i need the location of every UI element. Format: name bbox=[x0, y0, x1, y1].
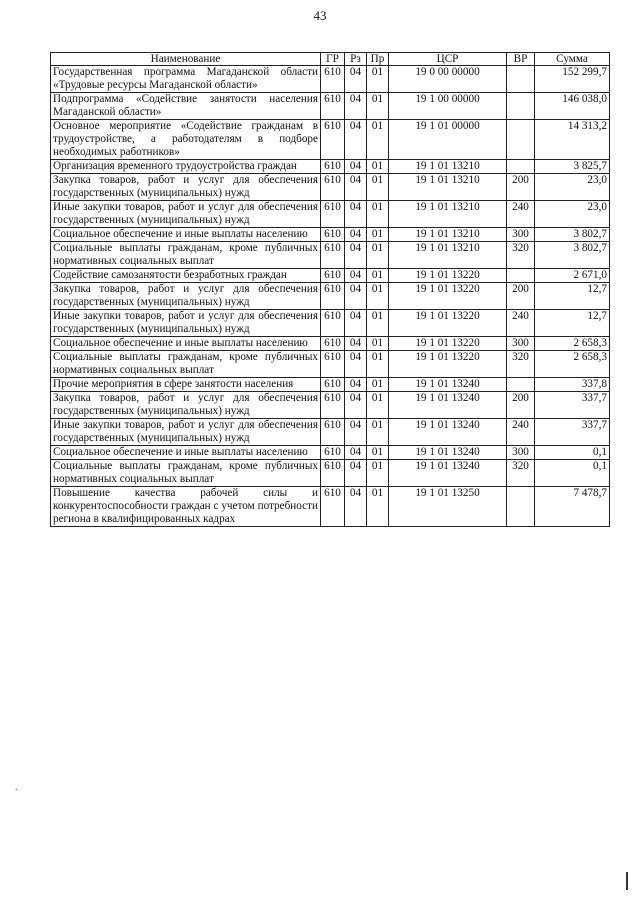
cell-csr: 19 1 01 13240 bbox=[389, 392, 507, 419]
table-row bbox=[51, 460, 610, 487]
cell-sum: 7 478,7 bbox=[535, 487, 610, 527]
header-name: Наименование bbox=[51, 53, 321, 66]
cell-vr bbox=[507, 120, 535, 160]
cell-vr bbox=[507, 66, 535, 93]
cell-csr: 19 1 01 13210 bbox=[389, 242, 507, 269]
cell-gr: 610 bbox=[321, 160, 345, 174]
cell-name: Социальные выплаты гражданам, кроме публичных нормативных социальных выплат bbox=[51, 351, 321, 378]
cell-csr: 19 1 01 13220 bbox=[389, 351, 507, 378]
cell-gr: 610 bbox=[321, 460, 345, 487]
cell-pr: 01 bbox=[367, 283, 389, 310]
cell-rz: 04 bbox=[345, 269, 367, 283]
table-row bbox=[51, 66, 610, 93]
cell-csr: 19 1 01 13220 bbox=[389, 310, 507, 337]
cell-gr: 610 bbox=[321, 419, 345, 446]
cell-vr: 300 bbox=[507, 446, 535, 460]
cell-pr: 01 bbox=[367, 460, 389, 487]
cell-name: Повышение качества рабочей силы и конкурентоспособности граждан с учетом потребности региона в квалифицированных кадрах bbox=[51, 487, 321, 527]
cell-name: Содействие самозанятости безработных граждан bbox=[51, 269, 321, 283]
cell-sum: 3 802,7 bbox=[535, 228, 610, 242]
cell-vr bbox=[507, 93, 535, 120]
cell-name: Социальные выплаты гражданам, кроме публичных нормативных социальных выплат bbox=[51, 242, 321, 269]
cell-name: Подпрограмма «Содействие занятости населения Магаданской области» bbox=[51, 93, 321, 120]
cell-rz: 04 bbox=[345, 201, 367, 228]
cell-gr: 610 bbox=[321, 242, 345, 269]
table-row bbox=[51, 446, 610, 460]
cell-csr: 19 1 01 13250 bbox=[389, 487, 507, 527]
cell-gr: 610 bbox=[321, 201, 345, 228]
cell-csr: 19 1 01 13240 bbox=[389, 460, 507, 487]
margin-mark: . bbox=[15, 782, 18, 793]
cell-csr: 19 1 01 13210 bbox=[389, 228, 507, 242]
cell-rz: 04 bbox=[345, 160, 367, 174]
cell-csr: 19 1 01 13210 bbox=[389, 160, 507, 174]
cell-rz: 04 bbox=[345, 419, 367, 446]
cell-sum: 337,7 bbox=[535, 419, 610, 446]
cell-pr: 01 bbox=[367, 228, 389, 242]
cell-rz: 04 bbox=[345, 174, 367, 201]
table-row bbox=[51, 120, 610, 160]
cell-vr: 300 bbox=[507, 337, 535, 351]
cell-vr bbox=[507, 269, 535, 283]
cell-csr: 19 1 00 00000 bbox=[389, 93, 507, 120]
cell-sum: 23,0 bbox=[535, 201, 610, 228]
cell-name: Социальное обеспечение и иные выплаты населению bbox=[51, 446, 321, 460]
cell-sum: 12,7 bbox=[535, 283, 610, 310]
cell-rz: 04 bbox=[345, 228, 367, 242]
cell-gr: 610 bbox=[321, 392, 345, 419]
table-row bbox=[51, 93, 610, 120]
cell-name: Закупка товаров, работ и услуг для обеспечения государственных (муниципальных) нужд bbox=[51, 283, 321, 310]
cell-pr: 01 bbox=[367, 120, 389, 160]
table-row bbox=[51, 337, 610, 351]
cell-rz: 04 bbox=[345, 446, 367, 460]
cell-rz: 04 bbox=[345, 378, 367, 392]
page-number: 43 bbox=[313, 8, 327, 23]
cell-rz: 04 bbox=[345, 93, 367, 120]
table-row bbox=[51, 201, 610, 228]
table-row bbox=[51, 419, 610, 446]
cell-gr: 610 bbox=[321, 487, 345, 527]
header-rz: Рз bbox=[345, 53, 367, 66]
header-vr: ВР bbox=[507, 53, 535, 66]
cell-pr: 01 bbox=[367, 351, 389, 378]
table-row bbox=[51, 487, 610, 527]
cell-pr: 01 bbox=[367, 310, 389, 337]
cell-gr: 610 bbox=[321, 310, 345, 337]
cell-rz: 04 bbox=[345, 120, 367, 160]
table-body bbox=[51, 66, 610, 527]
cell-csr: 19 1 01 13220 bbox=[389, 283, 507, 310]
cell-name: Закупка товаров, работ и услуг для обеспечения государственных (муниципальных) нужд bbox=[51, 392, 321, 419]
cell-vr bbox=[507, 487, 535, 527]
table-header-row bbox=[51, 53, 610, 66]
cell-sum: 2 658,3 bbox=[535, 351, 610, 378]
cell-gr: 610 bbox=[321, 269, 345, 283]
cell-pr: 01 bbox=[367, 93, 389, 120]
cell-csr: 19 1 01 13210 bbox=[389, 174, 507, 201]
cell-gr: 610 bbox=[321, 351, 345, 378]
cell-name: Социальное обеспечение и иные выплаты населению bbox=[51, 337, 321, 351]
cell-vr: 320 bbox=[507, 460, 535, 487]
cell-rz: 04 bbox=[345, 242, 367, 269]
cell-gr: 610 bbox=[321, 66, 345, 93]
cell-rz: 04 bbox=[345, 283, 367, 310]
budget-table bbox=[50, 52, 610, 527]
scan-edge-mark bbox=[626, 872, 628, 890]
cell-gr: 610 bbox=[321, 378, 345, 392]
cell-pr: 01 bbox=[367, 242, 389, 269]
cell-vr: 240 bbox=[507, 419, 535, 446]
cell-sum: 146 038,0 bbox=[535, 93, 610, 120]
cell-sum: 2 671,0 bbox=[535, 269, 610, 283]
cell-name: Иные закупки товаров, работ и услуг для обеспечения государственных (муниципальных) нужд bbox=[51, 419, 321, 446]
table-row bbox=[51, 283, 610, 310]
cell-gr: 610 bbox=[321, 446, 345, 460]
cell-pr: 01 bbox=[367, 269, 389, 283]
cell-vr: 320 bbox=[507, 242, 535, 269]
cell-csr: 19 1 01 13240 bbox=[389, 419, 507, 446]
cell-pr: 01 bbox=[367, 446, 389, 460]
cell-csr: 19 1 01 13220 bbox=[389, 337, 507, 351]
cell-pr: 01 bbox=[367, 160, 389, 174]
header-gr: ГР bbox=[321, 53, 345, 66]
cell-sum: 337,7 bbox=[535, 392, 610, 419]
cell-pr: 01 bbox=[367, 378, 389, 392]
header-sum: Сумма bbox=[535, 53, 610, 66]
cell-gr: 610 bbox=[321, 174, 345, 201]
table-row bbox=[51, 269, 610, 283]
cell-sum: 152 299,7 bbox=[535, 66, 610, 93]
cell-vr bbox=[507, 378, 535, 392]
table-row bbox=[51, 160, 610, 174]
cell-pr: 01 bbox=[367, 392, 389, 419]
table-row bbox=[51, 351, 610, 378]
cell-vr bbox=[507, 160, 535, 174]
header-csr: ЦСР bbox=[389, 53, 507, 66]
cell-name: Основное мероприятие «Содействие гражданам в трудоустройстве, а работодателям в подборе необходимых работников» bbox=[51, 120, 321, 160]
cell-gr: 610 bbox=[321, 120, 345, 160]
cell-rz: 04 bbox=[345, 392, 367, 419]
cell-name: Прочие мероприятия в сфере занятости населения bbox=[51, 378, 321, 392]
cell-vr: 320 bbox=[507, 351, 535, 378]
cell-sum: 0,1 bbox=[535, 460, 610, 487]
cell-sum: 12,7 bbox=[535, 310, 610, 337]
cell-rz: 04 bbox=[345, 337, 367, 351]
cell-vr: 200 bbox=[507, 283, 535, 310]
cell-pr: 01 bbox=[367, 66, 389, 93]
table-row bbox=[51, 174, 610, 201]
cell-vr: 240 bbox=[507, 310, 535, 337]
cell-sum: 337,8 bbox=[535, 378, 610, 392]
cell-name: Социальное обеспечение и иные выплаты населению bbox=[51, 228, 321, 242]
table-row bbox=[51, 228, 610, 242]
table-row bbox=[51, 392, 610, 419]
cell-name: Организация временного трудоустройства граждан bbox=[51, 160, 321, 174]
cell-pr: 01 bbox=[367, 487, 389, 527]
cell-csr: 19 1 01 13210 bbox=[389, 201, 507, 228]
cell-csr: 19 0 00 00000 bbox=[389, 66, 507, 93]
cell-vr: 200 bbox=[507, 174, 535, 201]
cell-sum: 0,1 bbox=[535, 446, 610, 460]
cell-name: Социальные выплаты гражданам, кроме публичных нормативных социальных выплат bbox=[51, 460, 321, 487]
cell-gr: 610 bbox=[321, 337, 345, 351]
cell-sum: 3 825,7 bbox=[535, 160, 610, 174]
cell-csr: 19 1 01 00000 bbox=[389, 120, 507, 160]
table-row bbox=[51, 378, 610, 392]
cell-csr: 19 1 01 13240 bbox=[389, 446, 507, 460]
cell-sum: 3 802,7 bbox=[535, 242, 610, 269]
cell-rz: 04 bbox=[345, 487, 367, 527]
cell-pr: 01 bbox=[367, 337, 389, 351]
cell-gr: 610 bbox=[321, 283, 345, 310]
cell-vr: 200 bbox=[507, 392, 535, 419]
cell-name: Иные закупки товаров, работ и услуг для обеспечения государственных (муниципальных) нужд bbox=[51, 310, 321, 337]
cell-rz: 04 bbox=[345, 66, 367, 93]
cell-pr: 01 bbox=[367, 419, 389, 446]
table-row bbox=[51, 242, 610, 269]
cell-gr: 610 bbox=[321, 93, 345, 120]
cell-vr: 300 bbox=[507, 228, 535, 242]
header-pr: Пр bbox=[367, 53, 389, 66]
cell-rz: 04 bbox=[345, 460, 367, 487]
cell-gr: 610 bbox=[321, 228, 345, 242]
cell-pr: 01 bbox=[367, 174, 389, 201]
cell-vr: 240 bbox=[507, 201, 535, 228]
cell-sum: 23,0 bbox=[535, 174, 610, 201]
cell-rz: 04 bbox=[345, 310, 367, 337]
cell-csr: 19 1 01 13220 bbox=[389, 269, 507, 283]
table-row bbox=[51, 310, 610, 337]
cell-csr: 19 1 01 13240 bbox=[389, 378, 507, 392]
cell-sum: 14 313,2 bbox=[535, 120, 610, 160]
cell-sum: 2 658,3 bbox=[535, 337, 610, 351]
cell-rz: 04 bbox=[345, 351, 367, 378]
cell-pr: 01 bbox=[367, 201, 389, 228]
cell-name: Государственная программа Магаданской области «Трудовые ресурсы Магаданской области» bbox=[51, 66, 321, 93]
cell-name: Закупка товаров, работ и услуг для обеспечения государственных (муниципальных) нужд bbox=[51, 174, 321, 201]
cell-name: Иные закупки товаров, работ и услуг для обеспечения государственных (муниципальных) нужд bbox=[51, 201, 321, 228]
